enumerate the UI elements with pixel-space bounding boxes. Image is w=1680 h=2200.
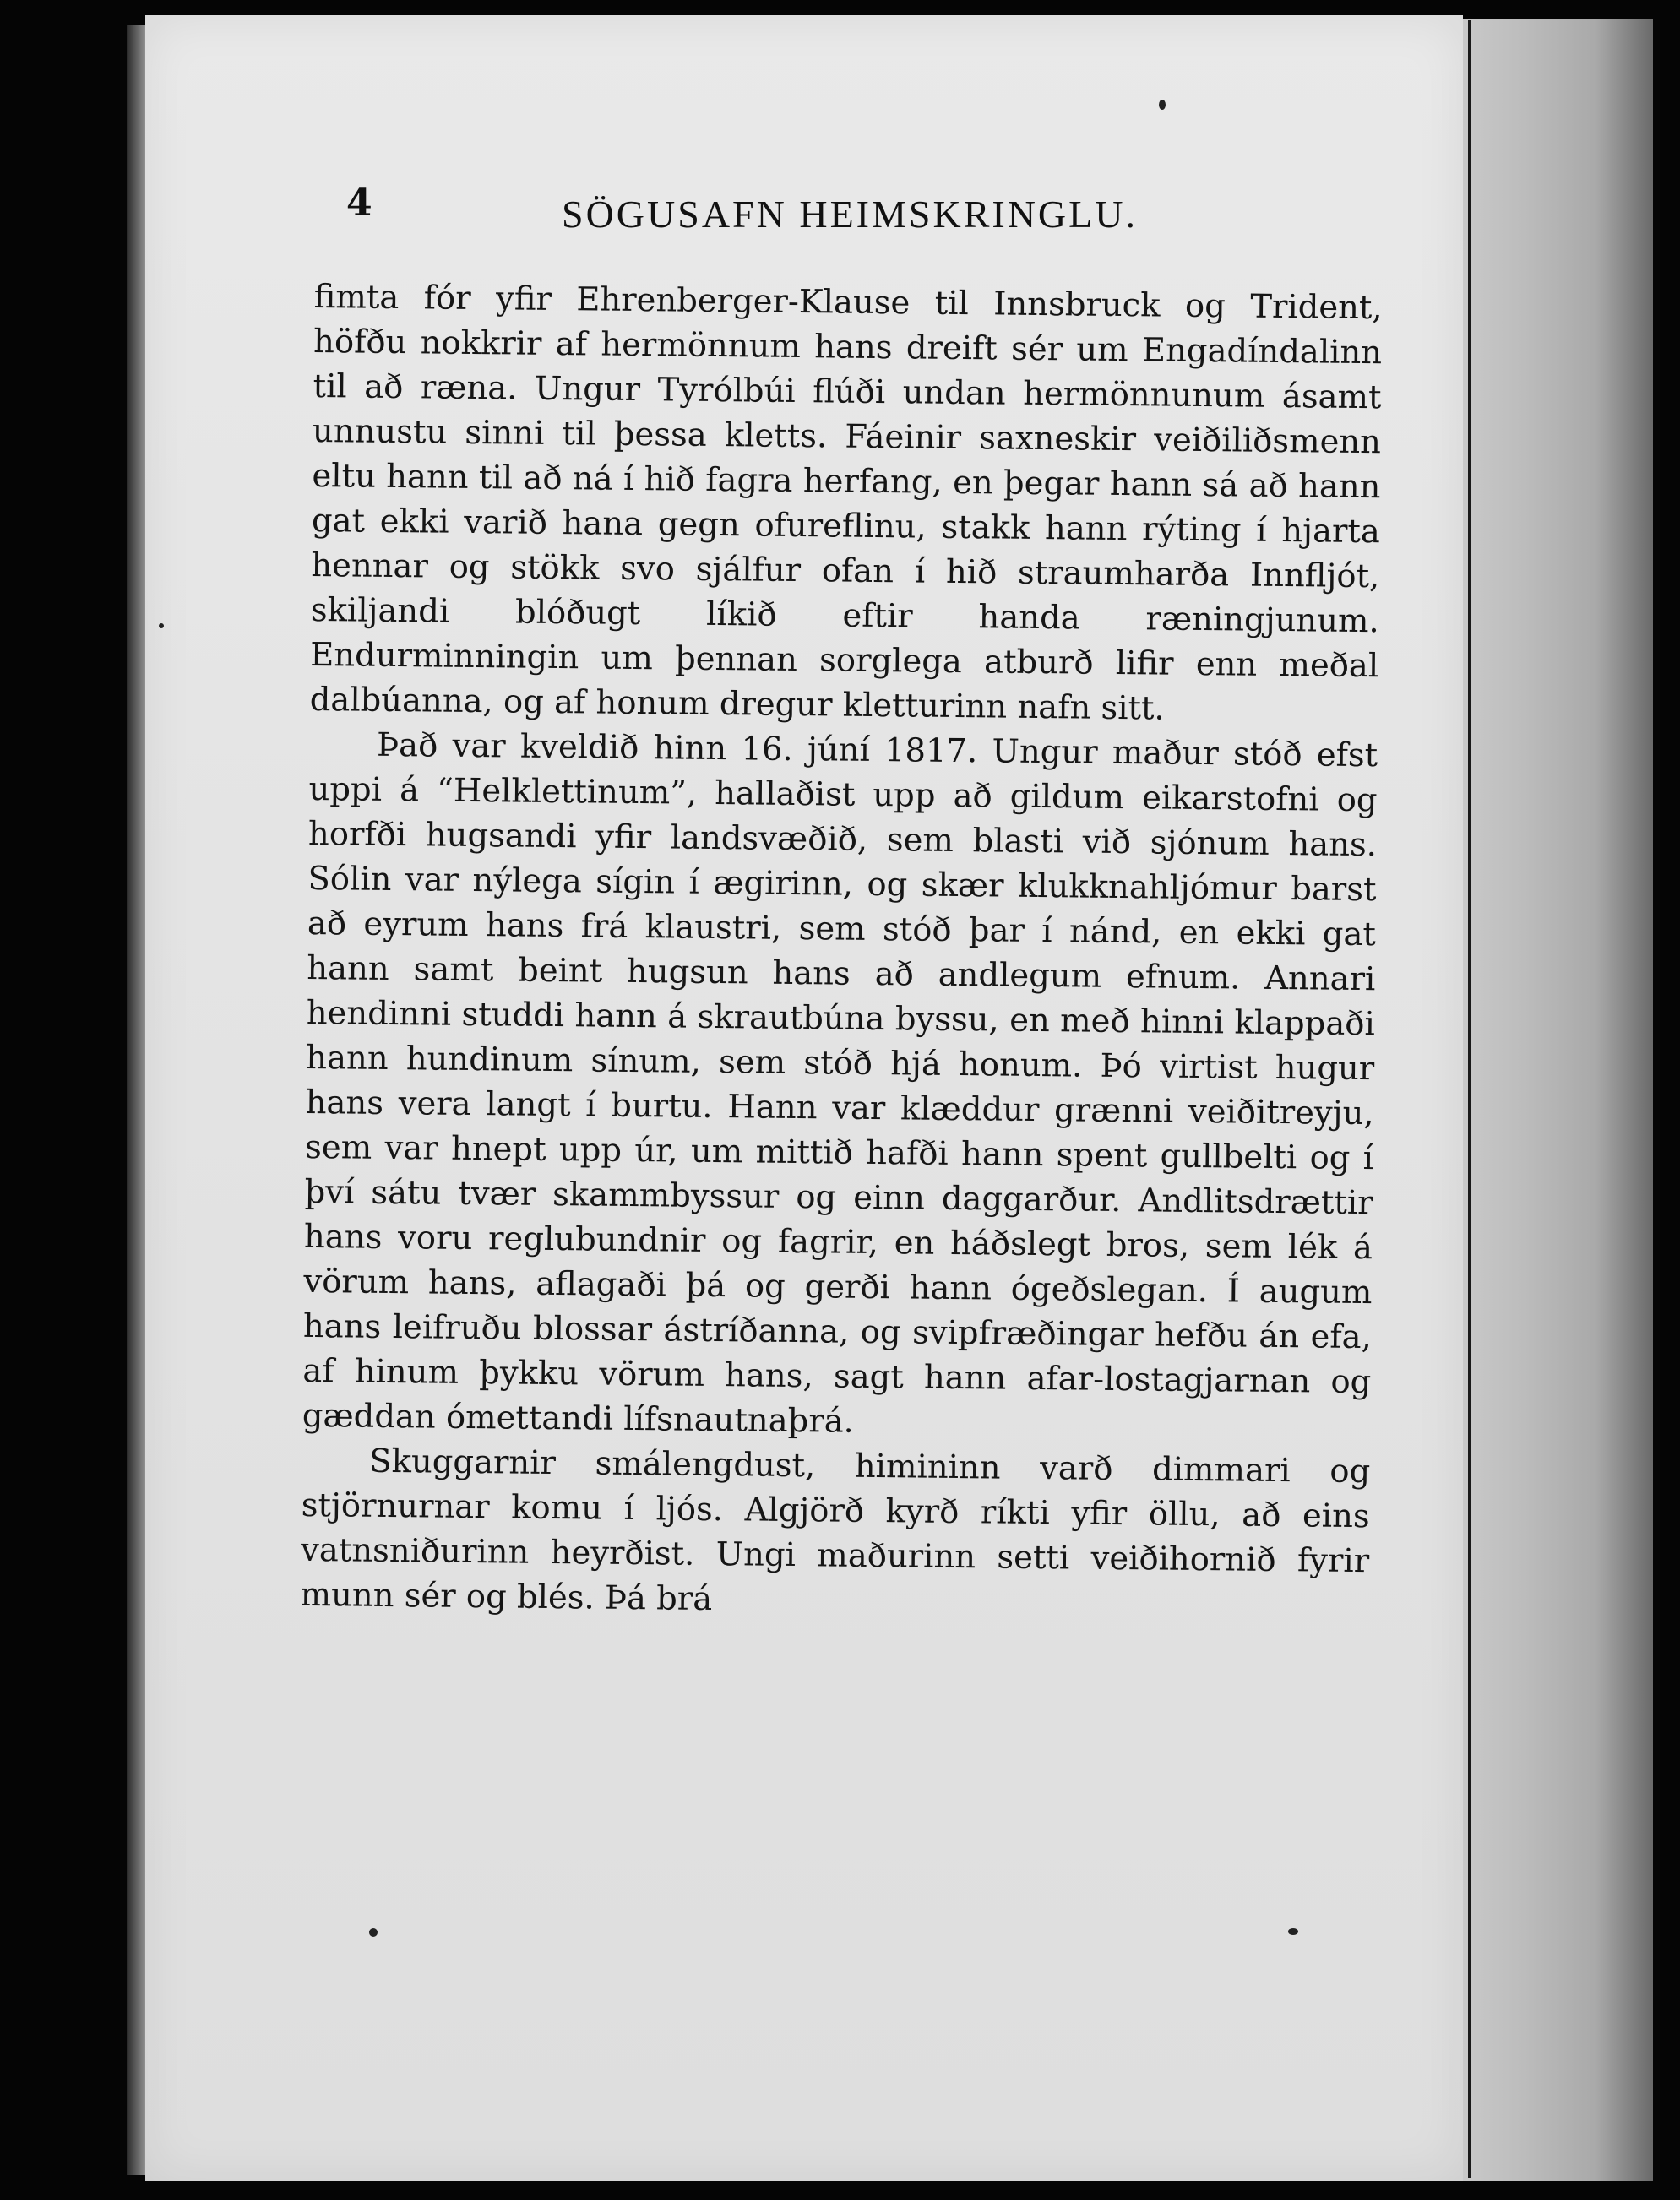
page-number: 4 [346,182,372,225]
paragraph: Það var kveldið hinn 16. júní 1817. Ungur maður stóð efst uppi á “Helklettinum”, hallaðist upp að gildum eikarstofni og horfði hugsandi yfir landsvæðið, sem blasti við sjónum hans. Sólin var nýlega sígin í ægirinn, og skær klukknahljómur barst að eyrum hans frá klaustri, sem stóð þar í nánd, en ekki gat hann samt beint hugsun hans að andlegum efnum. Annari hendinni studdi hann á skrautbúna byssu, en með hinni klappaði hann hundinum sínum, sem stóð hjá honum. Þó virtist hugur hans vera langt í burtu. Hann var klæddur grænni veiðitreyju, sem var hnept upp úr, um mittið hafði hann spent gullbelti og í því sátu tvær skammbyssur og einn daggarður. Andlitsdrættir hans voru reglubundnir og fagrir, en háðslegt bros, sem lék á vörum hans, aflagaði þá og gerði hann ógeðslegan. Í augum hans leifruðu blossar ástríðanna, og svipfræðingar hefðu án efa, af hinum þykku vörum hans, sagt hann afar-lostagjarnan og gæddan ómettandi lífsnautnaþrá. [302,725,1378,1441]
scan-speck [1159,100,1166,110]
running-head: SÖGUSAFN HEIMSKRINGLU. [562,193,1138,236]
page-right-margin [1463,19,1653,2181]
paragraph: Skuggarnir smálengdust, himininn varð dimmari og stjörnurnar komu í ljós. Algjörð kyrð ríkti yfir öllu, að eins vatnsniðurinn heyrðist. Ungi maðurinn setti veiðihornið fyrir munn sér og blés. Þá brá [300,1442,1371,1619]
body-text [300,274,1383,1628]
page-left-shadow [127,25,147,2175]
scan-speck [1288,1928,1298,1935]
page-border-line [1468,20,1471,2178]
scan-speck [159,623,164,628]
scan-speck [369,1928,378,1937]
paragraph: fimta fór yfir Ehrenberger-Klause til Innsbruck og Trident, höfðu nokkrir af hermönnum hans dreift sér um Engadíndalinn til að ræna. Ungur Tyrólbúi flúði undan hermönnunum ásamt unnustu sinni til þessa kletts. Fáeinir saxneskir veiðiliðsmenn eltu hann til að ná í hið fagra herfang, en þegar hann sá að hann gat ekki varið hana gegn ofureflinu, stakk hann rýting í hjarta hennar og stökk svo sjálfur ofan í hið straumharða Innfljót, skiljandi blóðugt líkið eftir handa ræningjunum. Endurminningin um þennan sorglega atburð lifir enn meðal dalbúanna, og af honum dregur kletturinn nafn sitt. [309,277,1383,728]
page-header [346,182,1259,241]
